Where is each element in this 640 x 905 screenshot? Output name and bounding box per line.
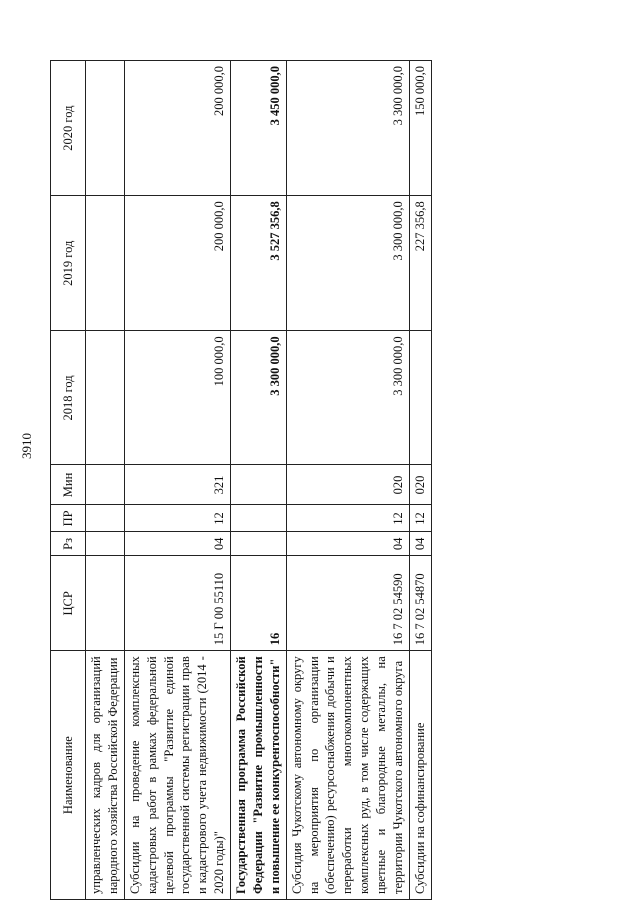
row-min: 321 <box>124 465 230 505</box>
row-name: Субсидии на проведение комплексных кадастровых работ в рамках федеральной целевой программы "Развитие единой государственной системы регистрации прав и кадастрового учета недвижимости (2014 - 2020 годы)" <box>124 651 230 900</box>
row-csr <box>86 556 125 651</box>
row-2020: 200 000,0 <box>124 61 230 196</box>
row-csr: 15 Г 00 55110 <box>124 556 230 651</box>
row-2019: 200 000,0 <box>124 196 230 331</box>
header-csr: ЦСР <box>51 556 86 651</box>
row-min: 020 <box>409 465 431 505</box>
row-name: управленческих кадров для организаций народного хозяйства Российской Федерации <box>86 651 125 900</box>
row-rz <box>86 532 125 556</box>
row-pr: 12 <box>409 505 431 532</box>
table-row <box>124 61 230 900</box>
row-pr: 12 <box>286 505 409 532</box>
row-2020: 3 300 000,0 <box>286 61 409 196</box>
header-2019: 2019 год <box>51 196 86 331</box>
header-rz: Рз <box>51 532 86 556</box>
row-rz: 04 <box>124 532 230 556</box>
table-row <box>86 61 125 900</box>
header-2020: 2020 год <box>51 61 86 196</box>
row-2020: 3 450 000,0 <box>231 61 287 196</box>
row-2019: 3 300 000,0 <box>286 196 409 331</box>
row-2019: 227 356,8 <box>409 196 431 331</box>
header-name: Наименование <box>51 651 86 900</box>
row-csr: 16 <box>231 556 287 651</box>
row-csr: 16 7 02 54590 <box>286 556 409 651</box>
header-2018: 2018 год <box>51 331 86 465</box>
row-2019: 3 527 356,8 <box>231 196 287 331</box>
table-row <box>231 61 287 900</box>
row-2018: 3 300 000,0 <box>286 331 409 465</box>
row-2018 <box>86 331 125 465</box>
row-2018: 3 300 000,0 <box>231 331 287 465</box>
row-2020: 150 000,0 <box>409 61 431 196</box>
row-name: Субсидия Чукотскому автономному округу на мероприятия по организации (обеспечению) ресурсоснабжения добычи и переработки многокомпонентных комплексных руд, в том числе содержащих цветные и благородные металлы, на территории Чукотского автономного округа <box>286 651 409 900</box>
row-pr <box>86 505 125 532</box>
budget-table <box>50 60 432 900</box>
row-min <box>86 465 125 505</box>
page-number: 3910 <box>19 433 34 459</box>
row-pr: 12 <box>124 505 230 532</box>
table-row <box>286 61 409 900</box>
row-rz <box>231 532 287 556</box>
row-csr: 16 7 02 54870 <box>409 556 431 651</box>
row-rz: 04 <box>286 532 409 556</box>
row-name: Государственная программа Российской Федерации "Развитие промышленности и повышение ее конкурентоспособности" <box>231 651 287 900</box>
row-min: 020 <box>286 465 409 505</box>
row-rz: 04 <box>409 532 431 556</box>
row-2018: 100 000,0 <box>124 331 230 465</box>
budget-table-container <box>50 60 590 900</box>
header-pr: ПР <box>51 505 86 532</box>
row-min <box>231 465 287 505</box>
table-header-row <box>51 61 86 900</box>
row-pr <box>231 505 287 532</box>
row-2018 <box>409 331 431 465</box>
row-name: Субсидии на софинансирование <box>409 651 431 900</box>
row-2020 <box>86 61 125 196</box>
table-row <box>409 61 431 900</box>
header-min: Мин <box>51 465 86 505</box>
row-2019 <box>86 196 125 331</box>
